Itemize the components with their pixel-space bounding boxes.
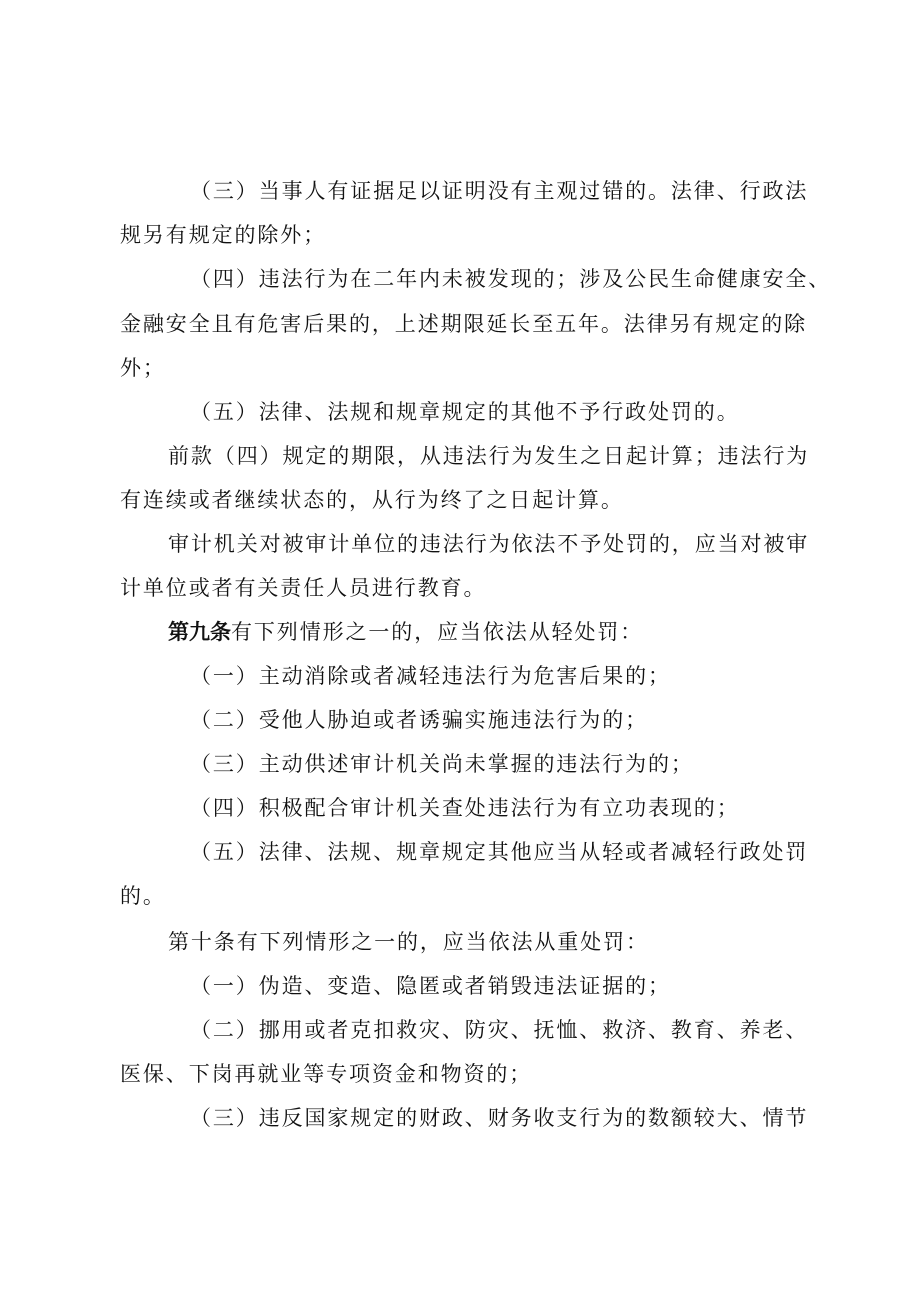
paragraph-line: （四）积极配合审计机关查处违法行为有立功表现的； — [190, 796, 740, 820]
article-9-heading — [168, 618, 643, 646]
paragraph-line: 医保、下岗再就业等专项资金和物资的； — [120, 1062, 533, 1086]
paragraph-line: 前款（四）规定的期限，从违法行为发生之日起计算；违法行为 — [168, 444, 810, 468]
paragraph-line: 审计机关对被审计单位的违法行为依法不予处罚的，应当对被审 — [168, 532, 810, 556]
paragraph-line: （一）伪造、变造、隐匿或者销毁违法证据的； — [190, 974, 671, 998]
paragraph-line: 规另有规定的除外； — [120, 223, 327, 247]
paragraph-line: （三）当事人有证据足以证明没有主观过错的。法律、行政法 — [190, 179, 809, 203]
paragraph-line: 金融安全且有危害后果的，上述期限延长至五年。法律另有规定的除 — [120, 312, 807, 336]
article-10-heading: 第十条有下列情形之一的，应当依法从重处罚： — [168, 930, 649, 954]
paragraph-line: （二）受他人胁迫或者诱骗实施违法行为的； — [190, 708, 648, 732]
paragraph-line: 有连续或者继续状态的，从行为终了之日起计算。 — [120, 488, 624, 512]
paragraph-line: （三）违反国家规定的财政、财务收支行为的数额较大、情节 — [190, 1106, 809, 1130]
paragraph-line: （五）法律、法规和规章规定的其他不予行政处罚的。 — [190, 400, 740, 424]
paragraph-line: 的。 — [120, 884, 166, 908]
paragraph-line: （四）违法行为在二年内未被发现的；涉及公民生命健康安全、 — [190, 267, 832, 291]
article-9-text: 有下列情形之一的，应当依法从轻处罚： — [231, 620, 644, 644]
article-9-label: 第九条 — [168, 620, 231, 644]
paragraph-line: （五）法律、法规、规章规定其他应当从轻或者减轻行政处罚 — [190, 840, 809, 864]
paragraph-line: 外； — [120, 356, 166, 380]
paragraph-line: 计单位或者有关责任人员进行教育。 — [120, 576, 487, 600]
paragraph-line: （二）挪用或者克扣救灾、防灾、抚恤、救济、教育、养老、 — [190, 1018, 809, 1042]
paragraph-line: （三）主动供述审计机关尚未掌握的违法行为的； — [190, 752, 694, 776]
paragraph-line: （一）主动消除或者减轻违法行为危害后果的； — [190, 664, 671, 688]
